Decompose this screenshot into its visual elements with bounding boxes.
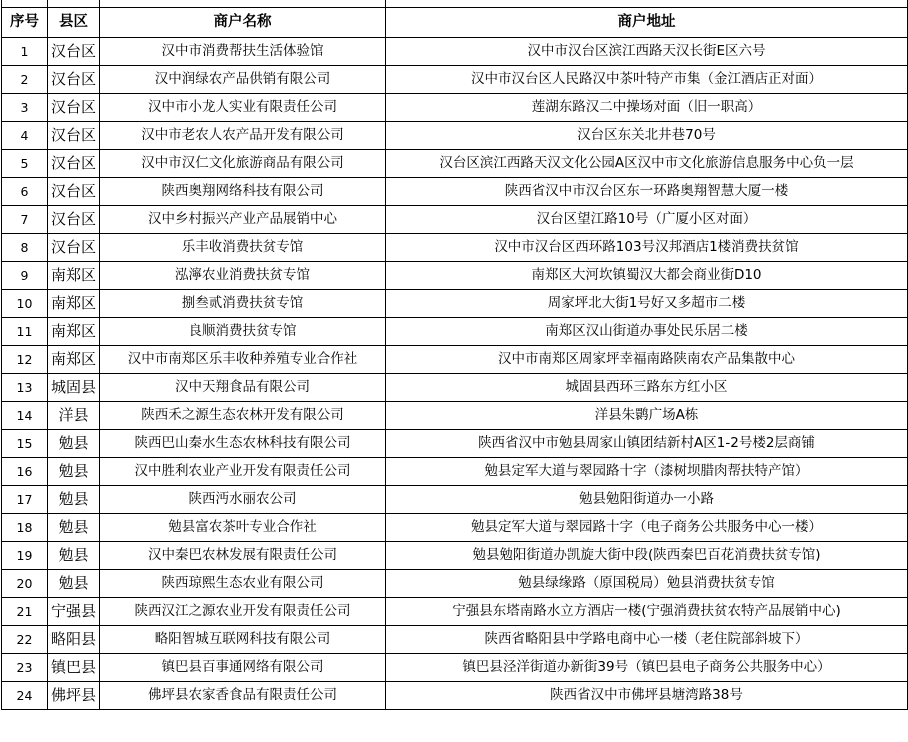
row-index-cell: 8 [2,234,48,262]
row-merchant-name-cell: 汉中市消费帮扶生活体验馆 [100,38,386,66]
table-row [2,682,908,710]
row-index-cell: 17 [2,486,48,514]
row-merchant-address-cell: 汉台区东关北井巷70号 [386,122,908,150]
row-index-cell: 1 [2,38,48,66]
row-merchant-name-cell: 捌叁贰消费扶贫专馆 [100,290,386,318]
row-county-cell: 汉台区 [48,178,100,206]
table-row [2,514,908,542]
row-merchant-address-cell: 洋县朱鹮广场A栋 [386,402,908,430]
row-merchant-name-cell: 汉中乡村振兴产业产品展销中心 [100,206,386,234]
row-merchant-name-cell: 陕西汉江之源农业开发有限责任公司 [100,598,386,626]
table-row [2,262,908,290]
row-merchant-address-cell: 勉县定军大道与翠园路十字（漆树坝腊肉帮扶特产馆） [386,458,908,486]
row-index-cell: 5 [2,150,48,178]
table-row [2,374,908,402]
row-county-cell: 南郑区 [48,262,100,290]
row-county-cell: 洋县 [48,402,100,430]
row-index-cell: 24 [2,682,48,710]
row-index-cell: 12 [2,346,48,374]
row-merchant-address-cell: 城固县西环三路东方红小区 [386,374,908,402]
merchant-table [1,0,908,710]
table-row [2,178,908,206]
row-county-cell: 南郑区 [48,290,100,318]
row-index-cell: 3 [2,94,48,122]
row-index-cell: 10 [2,290,48,318]
row-county-cell: 勉县 [48,430,100,458]
row-county-cell: 镇巴县 [48,654,100,682]
row-merchant-name-cell: 乐丰收消费扶贫专馆 [100,234,386,262]
table-row [2,542,908,570]
row-merchant-address-cell: 勉县勉阳街道办一小路 [386,486,908,514]
table-row [2,570,908,598]
row-county-cell: 汉台区 [48,206,100,234]
row-merchant-address-cell: 周家坪北大街1号好又多超市二楼 [386,290,908,318]
row-merchant-address-cell: 汉台区滨江西路天汉文化公园A区汉中市文化旅游信息服务中心负一层 [386,150,908,178]
table-row [2,66,908,94]
row-merchant-address-cell: 汉台区望江路10号（广厦小区对面） [386,206,908,234]
row-merchant-address-cell: 南郑区汉山街道办事处民乐居二楼 [386,318,908,346]
row-index-cell: 19 [2,542,48,570]
row-merchant-name-cell: 陕西禾之源生态农林开发有限公司 [100,402,386,430]
row-merchant-name-cell: 汉中秦巴农林发展有限责任公司 [100,542,386,570]
row-index-cell: 14 [2,402,48,430]
row-merchant-address-cell: 莲湖东路汉二中操场对面（旧一职高） [386,94,908,122]
row-county-cell: 汉台区 [48,66,100,94]
table-row [2,626,908,654]
row-merchant-name-cell: 勉县富农茶叶专业合作社 [100,514,386,542]
row-county-cell: 城固县 [48,374,100,402]
table-row [2,458,908,486]
row-merchant-address-cell: 汉中市汉台区人民路汉中茶叶特产市集（金江酒店正对面） [386,66,908,94]
row-merchant-name-cell: 陕西奥翔网络科技有限公司 [100,178,386,206]
row-merchant-name-cell: 汉中胜利农业产业开发有限责任公司 [100,458,386,486]
header-county: 县区 [48,8,100,38]
table-row [2,486,908,514]
row-index-cell: 9 [2,262,48,290]
row-merchant-address-cell: 陕西省汉中市汉台区东一环路奥翔智慧大厦一楼 [386,178,908,206]
row-merchant-address-cell: 汉中市汉台区滨江西路天汉长街E区六号 [386,38,908,66]
row-index-cell: 22 [2,626,48,654]
row-county-cell: 南郑区 [48,318,100,346]
row-merchant-name-cell: 汉中天翔食品有限公司 [100,374,386,402]
row-index-cell: 4 [2,122,48,150]
row-merchant-address-cell: 陕西省略阳县中学路电商中心一楼（老住院部斜坡下） [386,626,908,654]
table-row [2,598,908,626]
row-merchant-name-cell: 佛坪县农家香食品有限责任公司 [100,682,386,710]
row-merchant-name-cell: 汉中市南郑区乐丰收种养殖专业合作社 [100,346,386,374]
table-top-stub-row [2,0,908,8]
row-county-cell: 勉县 [48,486,100,514]
row-county-cell: 汉台区 [48,150,100,178]
table-row [2,150,908,178]
row-county-cell: 佛坪县 [48,682,100,710]
row-county-cell: 汉台区 [48,38,100,66]
table-row [2,234,908,262]
row-merchant-name-cell: 陕西沔水丽农公司 [100,486,386,514]
table-header-row [2,8,908,38]
row-merchant-name-cell: 汉中润绿农产品供销有限公司 [100,66,386,94]
row-index-cell: 6 [2,178,48,206]
table-row [2,122,908,150]
row-index-cell: 18 [2,514,48,542]
row-index-cell: 13 [2,374,48,402]
row-index-cell: 15 [2,430,48,458]
row-merchant-address-cell: 镇巴县泾洋街道办新街39号（镇巴县电子商务公共服务中心） [386,654,908,682]
table-row [2,206,908,234]
row-index-cell: 2 [2,66,48,94]
header-merchant-address: 商户地址 [386,8,908,38]
row-merchant-name-cell: 汉中市小龙人实业有限责任公司 [100,94,386,122]
merchant-table-body [2,0,908,710]
header-index: 序号 [2,8,48,38]
row-county-cell: 勉县 [48,514,100,542]
row-county-cell: 勉县 [48,542,100,570]
row-county-cell: 汉台区 [48,234,100,262]
row-merchant-name-cell: 汉中市老农人农产品开发有限公司 [100,122,386,150]
stub-cell [48,0,100,8]
row-index-cell: 23 [2,654,48,682]
table-row [2,318,908,346]
row-merchant-name-cell: 陕西琼熙生态农业有限公司 [100,570,386,598]
stub-cell [2,0,48,8]
row-merchant-address-cell: 勉县绿缘路（原国税局）勉县消费扶贫专馆 [386,570,908,598]
stub-cell [100,0,386,8]
row-index-cell: 7 [2,206,48,234]
row-merchant-name-cell: 陕西巴山秦水生态农林科技有限公司 [100,430,386,458]
row-merchant-address-cell: 汉中市南郑区周家坪幸福南路陕南农产品集散中心 [386,346,908,374]
table-row [2,346,908,374]
row-county-cell: 勉县 [48,458,100,486]
row-merchant-address-cell: 勉县勉阳街道办凯旋大街中段(陕西秦巴百花消费扶贫专馆) [386,542,908,570]
row-merchant-name-cell: 泓濘农业消费扶贫专馆 [100,262,386,290]
row-merchant-name-cell: 良顺消费扶贫专馆 [100,318,386,346]
row-merchant-address-cell: 陕西省汉中市佛坪县塘湾路38号 [386,682,908,710]
table-row [2,290,908,318]
row-merchant-name-cell: 镇巴县百事通网络有限公司 [100,654,386,682]
row-index-cell: 20 [2,570,48,598]
row-county-cell: 勉县 [48,570,100,598]
table-row [2,402,908,430]
row-index-cell: 21 [2,598,48,626]
row-merchant-name-cell: 略阳智城互联网科技有限公司 [100,626,386,654]
row-county-cell: 汉台区 [48,122,100,150]
row-merchant-address-cell: 勉县定军大道与翠园路十字（电子商务公共服务中心一楼） [386,514,908,542]
row-county-cell: 南郑区 [48,346,100,374]
stub-cell [386,0,908,8]
row-merchant-address-cell: 南郑区大河坎镇蜀汉大都会商业街D10 [386,262,908,290]
row-merchant-address-cell: 陕西省汉中市勉县周家山镇团结新村A区1-2号楼2层商铺 [386,430,908,458]
row-merchant-address-cell: 宁强县东塔南路水立方酒店一楼(宁强消费扶贫农特产品展销中心) [386,598,908,626]
row-merchant-name-cell: 汉中市汉仁文化旅游商品有限公司 [100,150,386,178]
table-row [2,94,908,122]
row-county-cell: 宁强县 [48,598,100,626]
row-merchant-address-cell: 汉中市汉台区西环路103号汉邦酒店1楼消费扶贫馆 [386,234,908,262]
row-index-cell: 16 [2,458,48,486]
header-merchant-name: 商户名称 [100,8,386,38]
table-row [2,430,908,458]
table-row [2,654,908,682]
row-index-cell: 11 [2,318,48,346]
table-row [2,38,908,66]
row-county-cell: 汉台区 [48,94,100,122]
row-county-cell: 略阳县 [48,626,100,654]
